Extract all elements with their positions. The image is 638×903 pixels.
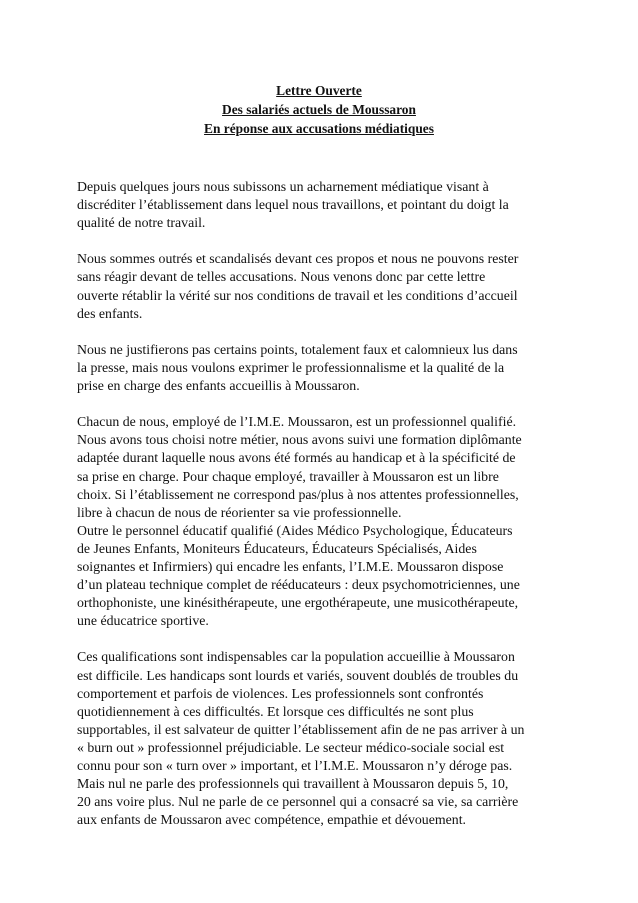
text-line: une éducatrice sportive. bbox=[77, 613, 209, 629]
text-line: choix. Si l’établissement ne correspond pas/plus à nos attentes professionnelles, bbox=[77, 486, 519, 502]
text-line: Ces qualifications sont indispensables car la population accueillie à Moussaron bbox=[77, 649, 515, 665]
text-line: Nous avons tous choisi notre métier, nous avons suivi une formation diplômante bbox=[77, 432, 522, 448]
paragraph-indignation bbox=[77, 250, 567, 322]
text-line: supportables, il est salvateur de quitter l’établissement afin de ne pas arriver à un bbox=[77, 721, 525, 737]
text-line: sa prise en charge. Pour chaque employé, travailler à Moussaron est un libre bbox=[77, 468, 499, 484]
paragraph-staff bbox=[77, 522, 567, 631]
text-line: comportement et parfois de violences. Les professionnels sont confrontés bbox=[77, 685, 484, 701]
text-line: connu pour son « turn over » important, et l’I.M.E. Moussaron n’y déroge pas. bbox=[77, 758, 513, 773]
text-line: Outre le personnel éducatif qualifié (Aides Médico Psychologique, Éducateurs bbox=[77, 522, 513, 538]
text-line: discréditer l’établissement dans lequel nous travaillons, et pointant du doigt la bbox=[77, 197, 509, 213]
text-line: Mais nul ne parle des professionnels qui travaillent à Moussaron depuis 5, 10, bbox=[77, 776, 509, 792]
text-line: est difficile. Les handicaps sont lourds et variés, souvent doublés de troubles du bbox=[77, 667, 519, 683]
text-line: « burn out » professionnel préjudiciable. Le secteur médico-sociale social est bbox=[77, 739, 505, 755]
text-line: adaptée durant laquelle nous avons été formés au handicap et à la spécificité de bbox=[77, 450, 516, 466]
letter-subtitle: Des salariés actuels de Moussaron bbox=[222, 102, 416, 117]
paragraph-population bbox=[77, 648, 567, 829]
text-line: quotidiennement à ces difficultés. Et lorsque ces difficultés ne sont plus bbox=[77, 703, 474, 719]
text-line: d’un plateau technique complet de rééducateurs : deux psychomotriciennes, une bbox=[77, 577, 520, 593]
letter-header bbox=[0, 81, 638, 138]
letter-body bbox=[77, 178, 567, 847]
text-line: aux enfants de Moussaron avec compétence, empathie et dévouement. bbox=[77, 812, 467, 828]
text-line: qualité de notre travail. bbox=[77, 215, 206, 231]
text-line: ouverte rétablir la vérité sur nos conditions de travail et les conditions d’accueil bbox=[77, 287, 518, 303]
text-line: la presse, mais nous voulons exprimer le professionnalisme et la qualité de la bbox=[77, 359, 505, 375]
text-line: soignantes et Infirmiers) qui encadre les enfants, l’I.M.E. Moussaron dispose bbox=[77, 558, 504, 574]
text-line: Nous ne justifierons pas certains points, totalement faux et calomnieux lus dans bbox=[77, 341, 518, 357]
text-line: sans réagir devant de telles accusations. Nous venons donc par cette lettre bbox=[77, 269, 486, 285]
text-line: libre à chacun de nous de réorienter sa vie professionnelle. bbox=[77, 504, 402, 520]
text-line: Depuis quelques jours nous subissons un acharnement médiatique visant à bbox=[77, 179, 489, 194]
text-line: orthophoniste, une kinésithérapeute, une ergothérapeute, une musicothérapeute, bbox=[77, 595, 519, 611]
paragraph-justification bbox=[77, 341, 567, 395]
text-line: Chacun de nous, employé de l’I.M.E. Moussaron, est un professionnel qualifié. bbox=[77, 414, 517, 430]
text-line: Nous sommes outrés et scandalisés devant ces propos et nous ne pouvons rester bbox=[77, 251, 519, 267]
letter-title: Lettre Ouverte bbox=[276, 83, 362, 98]
text-line: 20 ans voire plus. Nul ne parle de ce personnel qui a consacré sa vie, sa carrière bbox=[77, 794, 519, 810]
text-line: prise en charge des enfants accueillis à Moussaron. bbox=[77, 378, 360, 394]
text-line: des enfants. bbox=[77, 305, 143, 321]
text-line: de Jeunes Enfants, Moniteurs Éducateurs, Éducateurs Spécialisés, Aides bbox=[77, 540, 477, 556]
paragraph-qualification bbox=[77, 413, 567, 522]
paragraph-intro bbox=[77, 178, 567, 232]
letter-context: En réponse aux accusations médiatiques bbox=[204, 121, 434, 136]
